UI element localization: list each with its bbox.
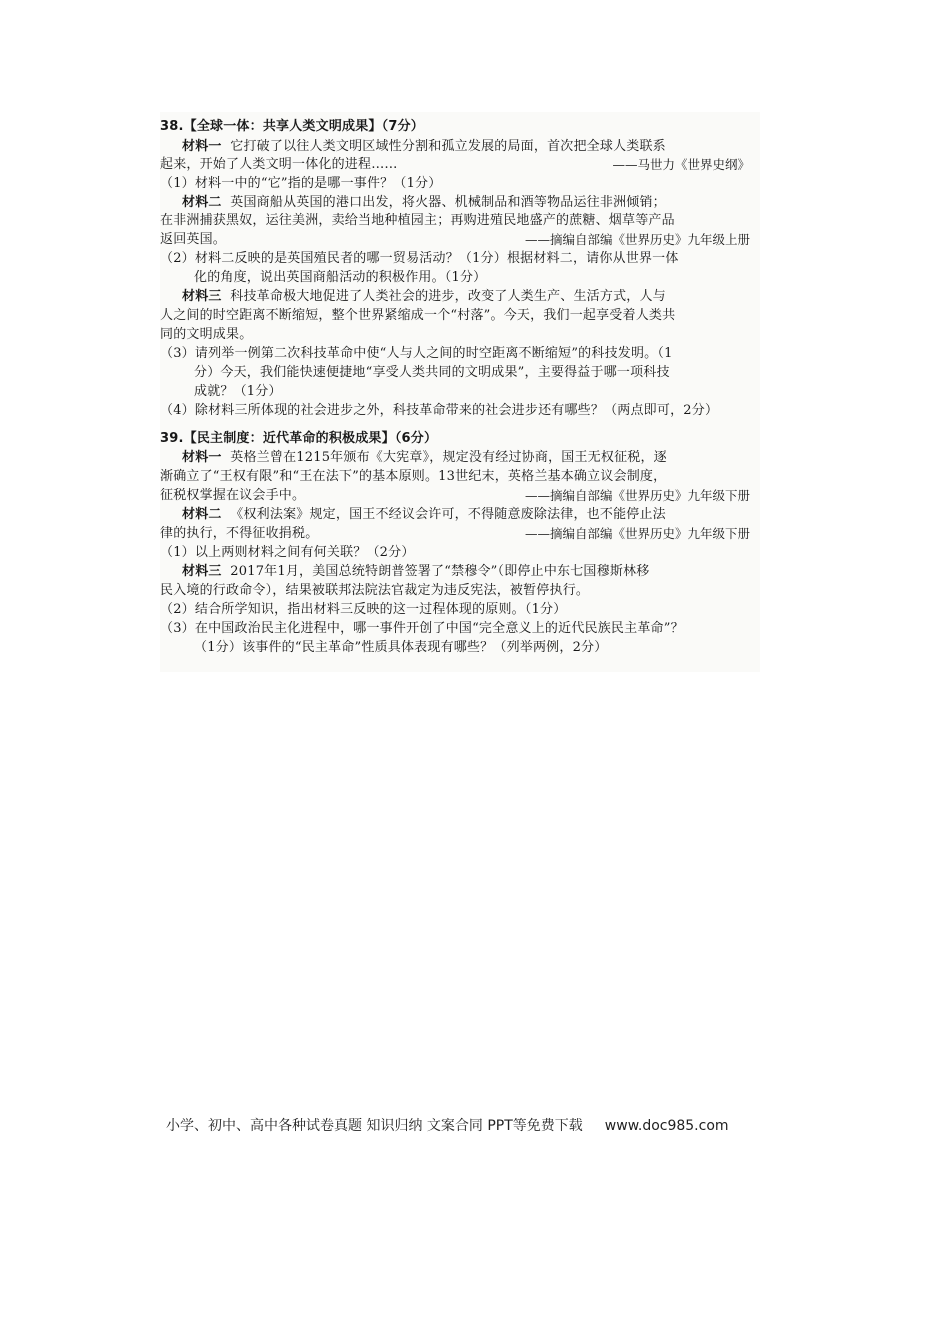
scanned-exam-page — [160, 112, 760, 672]
q38-material1-source: ——马世力《世界史纲》 — [612, 157, 750, 172]
q39-material1-label: 材料一 — [182, 450, 222, 465]
q38-question2-line2: 化的角度，说出英国商船活动的积极作用。（1分） — [194, 270, 487, 285]
q39-material1-text2: 渐确立了“王权有限”和“王在法下”的基本原则。13世纪末，英格兰基本确立议会制度， — [160, 469, 667, 484]
q39-heading: 39.【民主制度：近代革命的积极成果】（6分） — [160, 431, 438, 446]
q38-material1-text1: 它打破了以往人类文明区域性分割和孤立发展的局面，首次把全球人类联系 — [230, 139, 666, 154]
q38-question2-line1: （2）材料二反映的是英国殖民者的哪一贸易活动？（1分）根据材料二，请你从世界一体 — [160, 251, 679, 266]
q38-material3-line1 — [182, 288, 666, 306]
q38-material2-source: ——摘编自部编《世界历史》九年级上册 — [524, 232, 750, 247]
q38-question3-line3: 成就？（1分） — [194, 384, 282, 399]
q39-material2-line1 — [182, 506, 666, 524]
q39-material3-text2: 民入境的行政命令），结果被联邦法院法官裁定为违反宪法，被暂停执行。 — [160, 583, 590, 598]
q39-material1-line1 — [182, 449, 667, 467]
q39-material2-source: ——摘编自部编《世界历史》九年级下册 — [524, 526, 750, 541]
q38-question1: （1）材料一中的“它”指的是哪一事件？（1分） — [160, 176, 442, 191]
q39-material3-line1 — [182, 563, 649, 581]
q38-material1-text2: 起来，开始了人类文明一体化的进程…… — [160, 157, 398, 172]
q39-question2: （2）结合所学知识，指出材料三反映的这一过程体现的原则。（1分） — [160, 602, 567, 617]
q39-material2-label: 材料二 — [182, 507, 222, 522]
q39-material1-text1: 英格兰曾在1215年颁布《大宪章》，规定没有经过协商，国王无权征税，逐 — [230, 450, 667, 465]
q38-material2-text2: 在非洲捕获黑奴，运往美洲，卖给当地种植园主；再购进殖民地盛产的蔗糖、烟草等产品 — [160, 213, 675, 228]
q39-material3-label: 材料三 — [182, 564, 222, 579]
q39-question3-line1: （3）在中国政治民主化进程中，哪一事件开创了中国“完全意义上的近代民族民主革命”？ — [160, 621, 684, 636]
q39-question3-line2: （1分）该事件的“民主革命”性质具体表现有哪些？（列举两例，2分） — [194, 640, 608, 655]
q38-material1-line1 — [182, 138, 666, 156]
q38-question3-line2: 分）今天，我们能快速便捷地“享受人类共同的文明成果”，主要得益于哪一项科技 — [194, 365, 670, 380]
q39-material1-text3: 征税权掌握在议会手中。 — [160, 488, 306, 503]
q38-material3-label: 材料三 — [182, 289, 222, 304]
q38-question3-line1: （3）请列举一例第二次科技革命中使“人与人之间的时空距离不断缩短”的科技发明。（1 — [160, 346, 673, 361]
q38-heading: 38.【全球一体：共享人类文明成果】（7分） — [160, 119, 424, 134]
q39-question1: （1）以上两则材料之间有何关联？（2分） — [160, 545, 415, 560]
footer-text: 小学、初中、高中各种试卷真题 知识归纳 文案合同 PPT等免费下载 — [166, 1118, 583, 1134]
footer-site-link[interactable]: www.doc985.com — [604, 1118, 729, 1134]
q38-question4: （4）除材料三所体现的社会进步之外，科技革命带来的社会进步还有哪些？（两点即可，2分） — [160, 403, 719, 418]
q38-material3-text1: 科技革命极大地促进了人类社会的进步，改变了人类生产、生活方式，人与 — [230, 289, 666, 304]
q38-material2-text3: 返回英国。 — [160, 232, 227, 247]
q38-material3-text3: 同的文明成果。 — [160, 327, 253, 342]
q38-material2-text1: 英国商船从英国的港口出发，将火器、机械制品和酒等物品运往非洲倾销； — [230, 195, 666, 210]
q38-material1-label: 材料一 — [182, 139, 222, 154]
page-footer — [166, 1115, 729, 1135]
q38-material2-label: 材料二 — [182, 195, 222, 210]
q39-material2-text1: 《权利法案》规定，国王不经议会许可，不得随意废除法律，也不能停止法 — [230, 507, 666, 522]
q39-material1-source: ——摘编自部编《世界历史》九年级下册 — [524, 488, 750, 503]
q38-material2-line1 — [182, 194, 666, 212]
q39-material2-text2: 律的执行，不得征收捐税。 — [160, 526, 319, 541]
q38-material3-text2: 人之间的时空距离不断缩短，整个世界紧缩成一个“村落”。今天，我们一起享受着人类共 — [160, 308, 676, 323]
q39-material3-text1: 2017年1月，美国总统特朗普签署了“禁穆令”（即停止中东七国穆斯林移 — [230, 564, 650, 579]
